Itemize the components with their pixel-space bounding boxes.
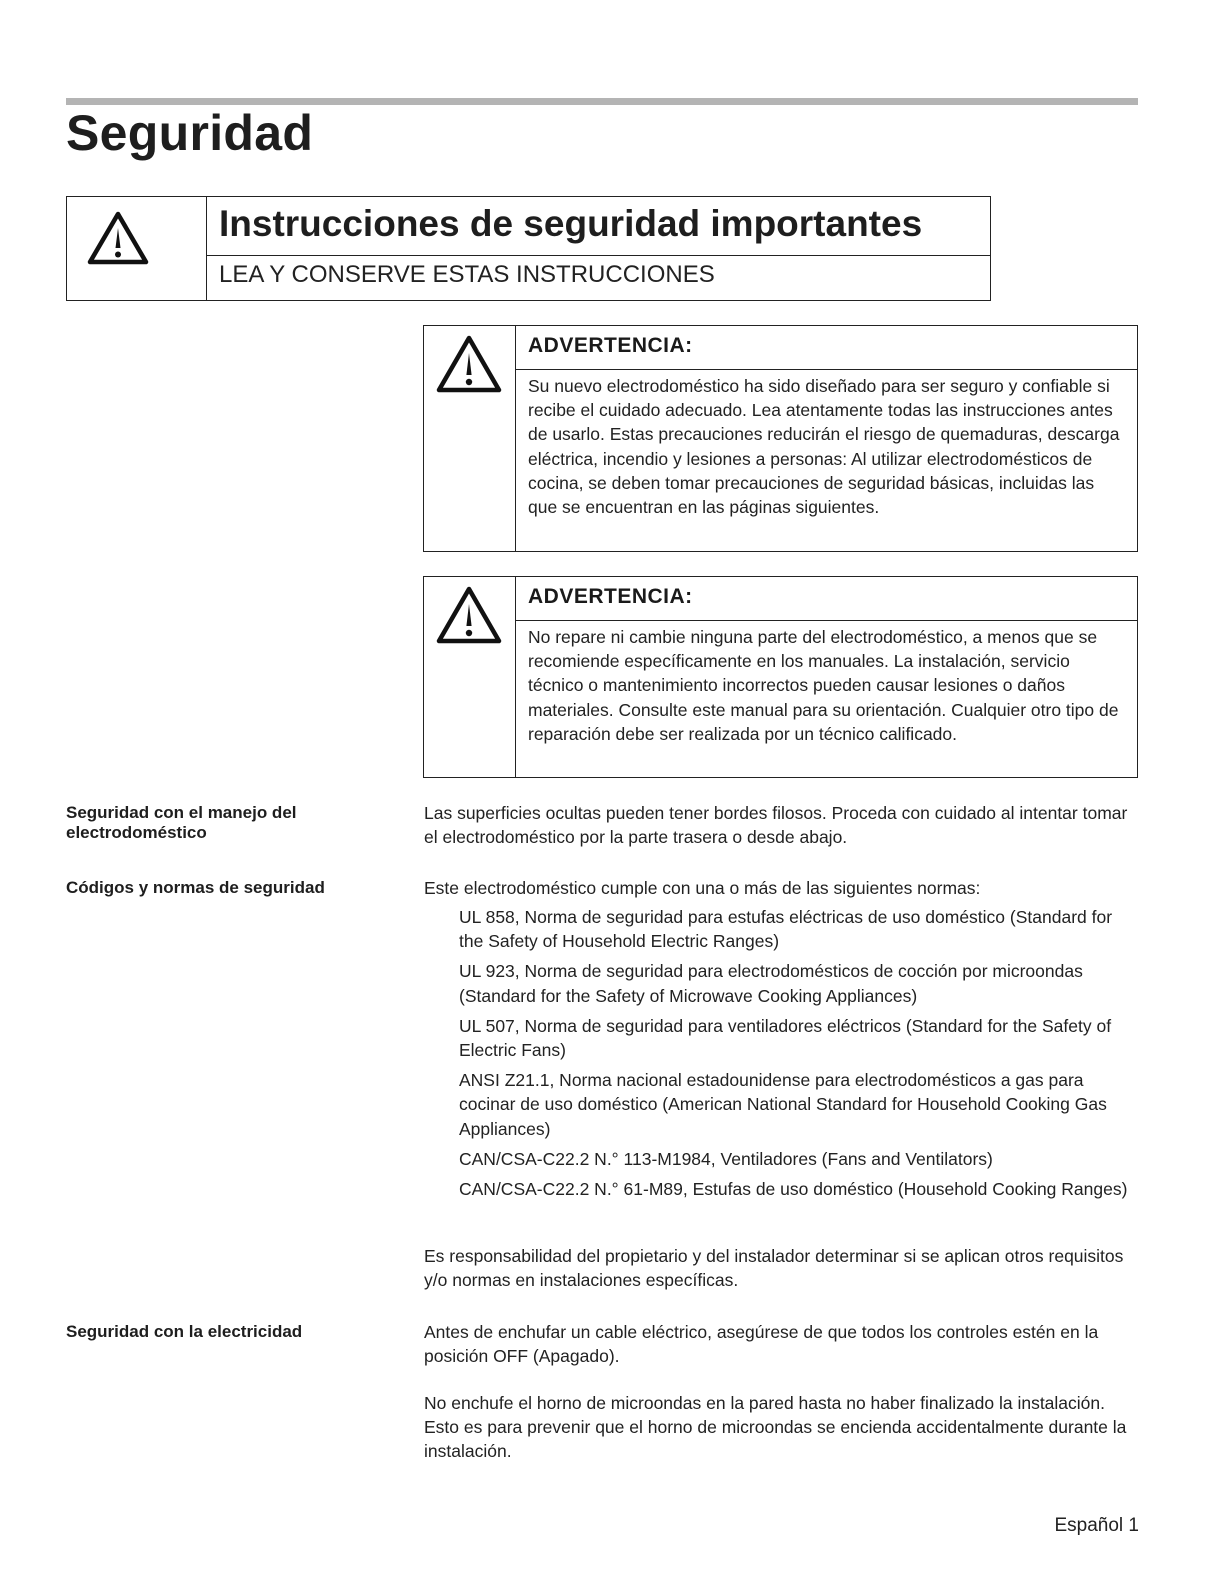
codes-standards-heading: Códigos y normas de seguridad [66,878,325,897]
codes-closing-text: Es responsabilidad del propietario y del instalador determinar si se aplican otros requisitos y/o normas en instalaciones específicas. [424,1246,1124,1291]
standard-item: CAN/CSA-C22.2 N.° 61-M89, Estufas de uso doméstico (Household Cooking Ranges) [459,1179,1128,1200]
warning-triangle-icon [436,586,502,644]
warning-triangle-icon [87,211,149,265]
warning-icon-cell [424,326,516,551]
warning-box-1 [423,325,1138,552]
electrical-safety-heading: Seguridad con la electricidad [66,1322,303,1341]
electrical-safety-text-2: No enchufe el horno de microondas en la pared hasta no haber finalizado la instalación. Esto es para prevenir que el horno de microondas se encienda accidentalmente durante la instalación. [424,1393,1127,1462]
page-title: Seguridad [66,105,314,161]
header-icon-cell [67,197,207,300]
section-subtitle: LEA Y CONSERVE ESTAS INSTRUCCIONES [219,261,715,288]
warning-text: Su nuevo electrodoméstico ha sido diseñado para ser seguro y confiable si recibe el cuidado adecuado. Lea atentamente todas las instrucciones antes de usarlo. Estas precauciones reducirán el riesgo de quemaduras, descarga eléctrica, incendio y lesiones a personas: Al utilizar electrodomésticos de cocina, se deben tomar precauciones de seguridad básicas, incluidas las que se encuentran en las páginas siguientes. [528,376,1120,518]
standard-item: UL 507, Norma de seguridad para ventiladores eléctricos (Standard for the Safety of Electric Fans) [459,1015,1112,1061]
handling-safety-heading: Seguridad con el manejo del electrodoméstico [66,803,297,842]
section-title: Instrucciones de seguridad importantes [219,203,923,244]
standard-item: UL 923, Norma de seguridad para electrodomésticos de cocción por microondas (Standard for the Safety of Microwave Cooking Appliances) [459,961,1083,1006]
electrical-safety-text-1: Antes de enchufar un cable eléctrico, asegúrese de que todos los controles estén en la posición OFF (Apagado). [424,1322,1099,1367]
warning-heading: ADVERTENCIA: [528,334,693,357]
handling-safety-text: Las superficies ocultas pueden tener bordes filosos. Proceda con cuidado al intentar tomar el electrodoméstico por la parte trasera o desde abajo. [424,803,1128,848]
standard-item: UL 858, Norma de seguridad para estufas eléctricas de uso doméstico (Standard for the Safety of Household Electric Ranges) [459,907,1113,952]
standard-item: ANSI Z21.1, Norma nacional estadounidense para electrodomésticos a gas para cocinar de uso doméstico (American National Standard for Household Cooking Gas Appliances) [459,1070,1107,1139]
warning-triangle-icon [436,335,502,393]
warning-icon-cell [424,577,516,777]
warning-box-2 [423,576,1138,778]
header-divider [207,255,990,256]
codes-intro-text: Este electrodoméstico cumple con una o más de las siguientes normas: [424,878,981,898]
warning-heading: ADVERTENCIA: [528,585,693,608]
standards-list [459,905,1139,1207]
important-instructions-box [66,196,991,301]
warning-text: No repare ni cambie ninguna parte del electrodoméstico, a menos que se recomiende específicamente en los manuales. La instalación, servicio técnico o mantenimiento incorrectos pueden causar lesiones o daños materiales. Consulte este manual para su orientación. Cualquier otro tipo de reparación debe ser realizada por un técnico calificado. [528,627,1119,744]
page-number: Español 1 [1054,1515,1139,1536]
warning-heading-row [516,577,1137,621]
standard-item: CAN/CSA-C22.2 N.° 113-M1984, Ventiladores (Fans and Ventilators) [459,1148,993,1169]
warning-heading-row [516,326,1137,370]
